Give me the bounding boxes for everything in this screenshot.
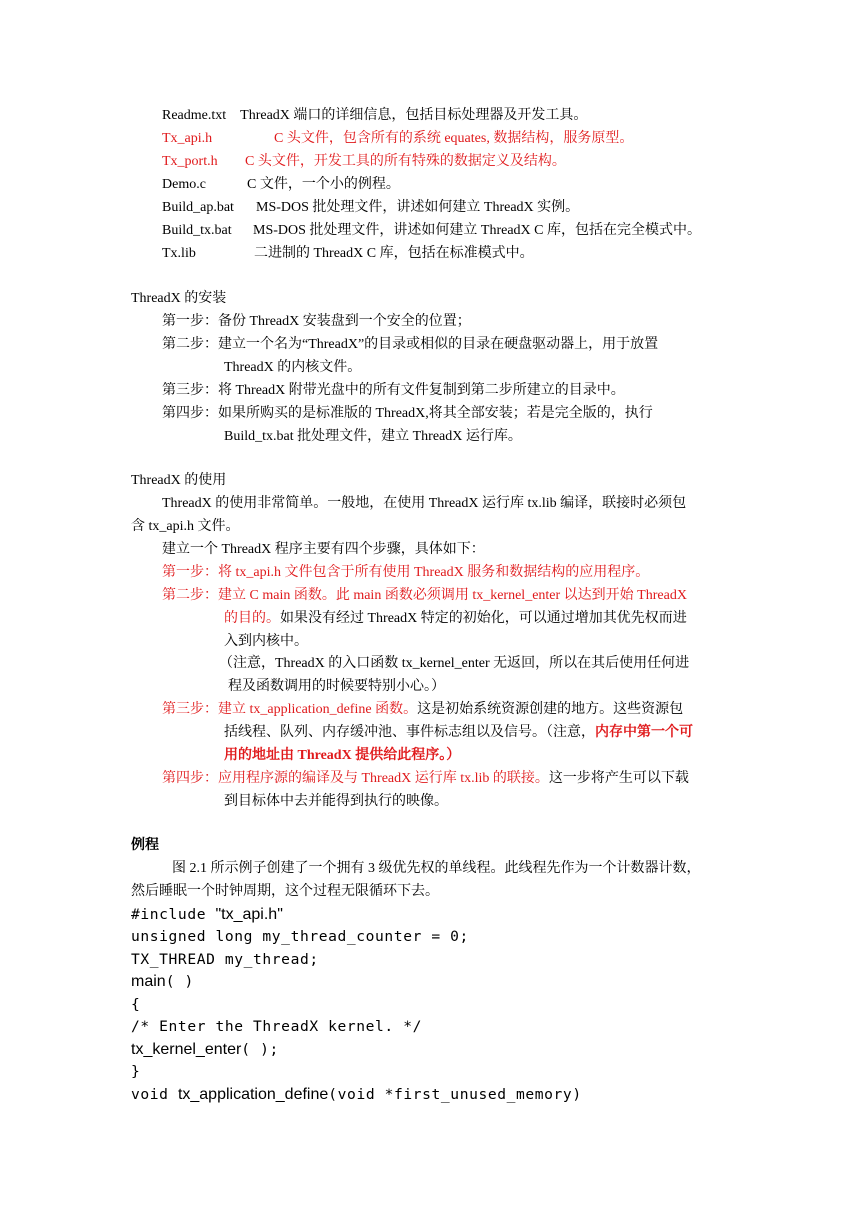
code-line-kernel-enter — [131, 1040, 279, 1061]
usage-step-2-cont-2: 入到内核中。 — [224, 634, 308, 649]
file-name: Build_tx.bat — [162, 223, 232, 238]
install-step-4-cont: Build_tx.bat 批处理文件，建立 ThreadX 运行库。 — [224, 429, 522, 444]
usage-step-3 — [162, 700, 683, 720]
usage-step-2: 第二步：建立 C main 函数。此 main 函数必须调用 tx_kernel_enter 以达到开始 ThreadX — [162, 588, 687, 603]
install-step-2: 第二步：建立一个名为“ThreadX”的目录或相似的目录在硬盘驱动器上，用于放置 — [162, 337, 659, 352]
code-token: ( ); — [241, 1041, 279, 1058]
install-step-1: 第一步：备份 ThreadX 安装盘到一个安全的位置； — [162, 314, 471, 329]
usage-paragraph-1: ThreadX 的使用非常简单。一般地，在使用 ThreadX 运行库 tx.lib 编译，联接时必须包 — [162, 496, 687, 511]
usage-step-2-cont — [224, 609, 687, 629]
file-name: Readme.txt — [162, 108, 227, 123]
code-line-open-brace: { — [131, 996, 141, 1013]
file-desc: C 头文件，开发工具的所有特殊的数据定义及结构。 — [245, 154, 566, 169]
code-token: "tx_api.h" — [215, 906, 283, 923]
usage-step-4-red-text: 第四步：应用程序源的编译及与 ThreadX 运行库 tx.lib 的联接。 — [162, 771, 549, 786]
file-row-tx-lib — [162, 244, 534, 264]
code-line-thread: TX_THREAD my_thread; — [131, 951, 319, 968]
usage-step-3-cont — [224, 723, 693, 743]
file-desc: MS-DOS 批处理文件，讲述如何建立 ThreadX C 库，包括在完全模式中。 — [253, 223, 701, 238]
usage-heading: ThreadX 的使用 — [131, 473, 227, 488]
file-desc: 二进制的 ThreadX C 库，包括在标准模式中。 — [254, 246, 534, 261]
usage-step-3-text: 这是初始系统资源创建的地方。这些资源包 — [417, 702, 684, 717]
file-row-build-tx — [162, 221, 701, 241]
usage-step-2-note: （注意，ThreadX 的入口函数 tx_kernel_enter 无返回，所以在其后使用任何进 — [219, 656, 690, 671]
code-token: main — [131, 973, 166, 990]
usage-step-4-cont: 到目标体中去并能得到执行的映像。 — [224, 794, 448, 809]
file-row-readme — [162, 106, 587, 126]
code-line-include — [131, 905, 283, 926]
example-paragraph-cont: 然后睡眠一个时钟周期，这个过程无限循环下去。 — [131, 884, 439, 899]
file-row-build-ap — [162, 198, 579, 218]
usage-step-2-text: 如果没有经过 ThreadX 特定的初始化，可以通过增加其优先权而进 — [280, 611, 687, 626]
example-paragraph: 图 2.1 所示例子创建了一个拥有 3 级优先权的单线程。此线程先作为一个计数器计数， — [172, 861, 701, 876]
code-token: void — [131, 1086, 178, 1103]
code-line-close-brace: } — [131, 1063, 141, 1080]
file-name: Tx_api.h — [162, 131, 213, 146]
usage-step-4-text: 这一步将产生可以下载 — [548, 771, 689, 786]
install-step-4: 第四步：如果所购买的是标准版的 ThreadX,将其全部安装；若是完全版的，执行 — [162, 406, 653, 421]
usage-paragraph-1-cont: 含 tx_api.h 文件。 — [131, 519, 240, 534]
code-token: tx_application_define — [177, 1086, 329, 1103]
code-token: tx_kernel_enter — [131, 1041, 242, 1058]
file-desc: MS-DOS 批处理文件，讲述如何建立 ThreadX 实例。 — [256, 200, 580, 215]
usage-step-3-red-text-2: 内存中第一个可 — [595, 725, 693, 740]
file-desc: C 文件，一个小的例程。 — [247, 177, 400, 192]
usage-step-2-note-cont: 程及函数调用的时候要特别小心。） — [228, 679, 445, 694]
usage-step-4 — [162, 769, 689, 789]
file-name: Tx_port.h — [162, 154, 218, 169]
code-token: #include — [131, 906, 216, 923]
code-token: ( ) — [165, 973, 194, 990]
file-desc: ThreadX 端口的详细信息，包括目标处理器及开发工具。 — [240, 108, 588, 123]
usage-step-3-text-2: 括线程、队列、内存缓冲池、事件标志组以及信号。（注意， — [224, 725, 595, 740]
example-heading: 例程 — [131, 838, 159, 853]
install-step-2-cont: ThreadX 的内核文件。 — [224, 360, 362, 375]
code-line-counter: unsigned long my_thread_counter = 0; — [131, 928, 469, 945]
code-token: (void *first_unused_memory) — [328, 1086, 582, 1103]
install-heading: ThreadX 的安装 — [131, 291, 227, 306]
usage-step-3-cont-2: 用的地址由 ThreadX 提供给此程序。） — [224, 748, 461, 763]
usage-step-1: 第一步：将 tx_api.h 文件包含于所有使用 ThreadX 服务和数据结构的应用程序。 — [162, 565, 650, 580]
file-row-tx-api — [162, 129, 633, 149]
usage-step-3-red-text: 第三步：建立 tx_application_define 函数。 — [162, 702, 418, 717]
code-line-main — [131, 972, 194, 993]
install-step-3: 第三步：将 ThreadX 附带光盘中的所有文件复制到第二步所建立的目录中。 — [162, 383, 625, 398]
usage-step-2-red-text: 的目的。 — [224, 611, 280, 626]
usage-paragraph-2: 建立一个 ThreadX 程序主要有四个步骤，具体如下： — [162, 542, 485, 557]
file-desc: C 头文件，包含所有的系统 equates, 数据结构，服务原型。 — [274, 131, 634, 146]
file-name: Tx.lib — [162, 246, 196, 261]
file-row-demo — [162, 175, 400, 195]
code-line-app-define — [131, 1085, 582, 1106]
code-line-comment: /* Enter the ThreadX kernel. */ — [131, 1018, 422, 1035]
file-row-tx-port — [162, 152, 566, 172]
file-name: Build_ap.bat — [162, 200, 234, 215]
file-name: Demo.c — [162, 177, 206, 192]
